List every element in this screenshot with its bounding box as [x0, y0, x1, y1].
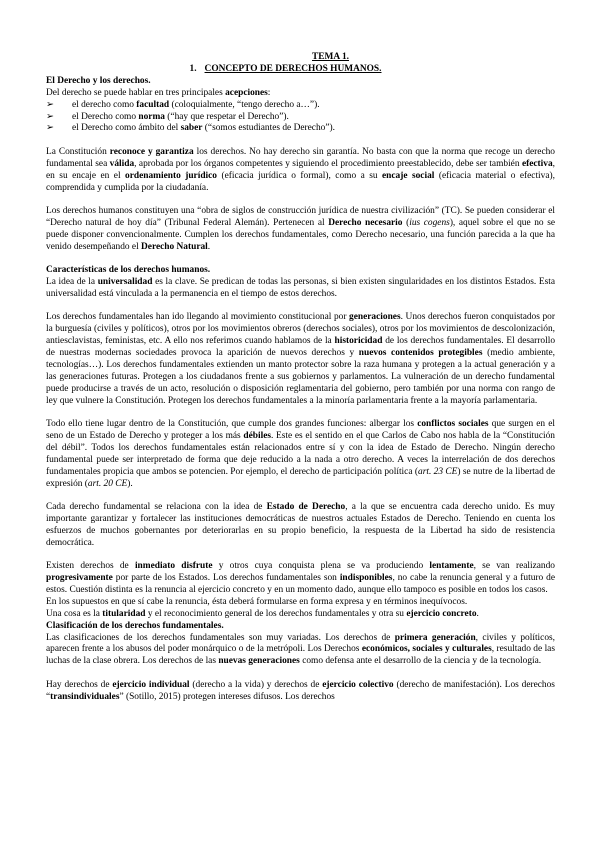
intro-colon: :	[267, 87, 271, 98]
text-run: . Este es el sentido en el que Carlos de Cabo nos habla de la “Constitución del débil”. Todos los derechos fundamentales están relacionados entre sí y con la idea de Estado de Derecho. Ningún derecho fundamental puede ser interpretado de forma que deje reducido a la nada a otro derecho. A veces la interrelación de dos derechos fundamentales propicia que ambos se potencien. Por ejemplo, el derecho de participación política (	[46, 430, 555, 477]
paragraph	[46, 312, 555, 407]
paragraph	[46, 206, 555, 254]
paragraph	[46, 277, 555, 301]
subheading-derecho: El Derecho y los derechos.	[46, 75, 151, 86]
text-run: .	[207, 241, 211, 252]
section-number: 1.	[189, 63, 197, 74]
text-run: Cada derecho fundamental se relaciona con la idea de	[46, 502, 267, 512]
text-run: Los derechos fundamentales han ido llegando al movimiento constitucional por	[46, 312, 350, 323]
bold-text: nuevas generaciones	[218, 656, 300, 667]
text-run: que surgen en el seno de un Estado de Derecho y proteger a los más	[46, 419, 555, 441]
text-run: .	[476, 608, 479, 619]
bullet-text: el Derecho como norma (“hay que respetar el Derecho”).	[72, 111, 289, 122]
bold-text: indisponibles	[339, 573, 393, 584]
text-run: Los derechos humanos constituyen una “obra de siglos de construcción jurídica de nuestra civilización” (TC). Se pueden considerar el “Derecho natural de hoy día” (Tribunal Federal Alemán). Pertenecen al	[46, 205, 555, 228]
text-run: y el reconocimiento general de los derechos fundamentales y otra su	[145, 608, 407, 619]
document-title: TEMA 1.	[312, 52, 349, 62]
text-run: (derecho de manifestación). Los derechos “	[46, 679, 555, 702]
text-run: , no cabe la renuncia general y a futuro de estos. Cuestión distinta es la renuncia al ejercicio concreto y en un momento dado, aunque ello tampoco es posible en todos los casos.	[46, 573, 555, 595]
text-run: La idea de la	[46, 277, 98, 287]
bold-text: lentamente	[429, 561, 474, 572]
bullet-text: el derecho como facultad (coloquialmente, “tengo derecho a…”).	[72, 99, 320, 110]
bullet-arrow-icon: ➢	[46, 123, 54, 134]
bold-text: débiles	[243, 430, 271, 441]
text-run: Hay derechos de	[46, 679, 113, 690]
bold-text: Estado de Derecho	[266, 502, 346, 512]
paragraph: En los supuestos en que sí cabe la renuncia, ésta deberá formularse en forma expresa y en términos inequívocos.	[46, 596, 468, 607]
text-run: de los derechos fundamentales. El desarrollo de nuestras modernas sociedades provoca la aparición de nuevos derechos y	[46, 336, 556, 359]
text-run: ) se nutre de la libertad de expresión (	[46, 466, 555, 489]
paragraph	[46, 502, 555, 550]
bold-text: ordenamiento jurídico	[125, 170, 217, 181]
italic-text: ius cogens	[409, 217, 450, 228]
bold-text: inmediato disfrute	[134, 561, 213, 572]
text-run: (eficacia material o efectiva), comprendida y cumplida por la ciudadanía.	[46, 170, 555, 193]
text-run: Todo ello tiene lugar dentro de la Constitución, que cumple dos grandes funciones: albergar los	[46, 419, 418, 430]
bullet-item	[46, 100, 555, 112]
bold-text: reconoce y garantiza	[109, 146, 194, 157]
paragraph	[46, 561, 555, 597]
bold-text: válida	[109, 158, 135, 169]
text-run: ” (Sotillo, 2015) protegen intereses difusos. Los derechos	[119, 691, 335, 702]
paragraph	[46, 419, 555, 490]
text-run: Existen derechos de	[46, 561, 135, 572]
text-run: y otros cuya conquista plena se va produciendo	[212, 561, 430, 572]
section-heading	[190, 64, 382, 74]
bullet-arrow-icon: ➢	[46, 111, 54, 122]
bullet-item	[46, 123, 555, 135]
text-run: La Constitución	[46, 146, 110, 157]
text-run: es la clave. Se predican de todas las personas, si bien existen singularidades en los distintos Estados. Esta universalidad está vinculada a la permanencia en el tiempo de estos derechos.	[46, 277, 555, 299]
intro-line	[46, 88, 555, 100]
text-run: Las clasificaciones de los derechos fundamentales son muy variadas. Los derechos de	[46, 632, 395, 643]
italic-text: art. 20 CE	[87, 478, 128, 489]
text-run: (medio ambiente, tecnologías…). Los derechos fundamentales extienden un manto protector sobre la raza humana y protegen a la actual generación y a las generaciones futuras. Protegen a los ciudadanos frente a sus gobiernos y parlamentos. La vulneración de un derecho fundamental puede producirse a través de un acto, resolución o disposición reglamentaria del gobierno, pero también por una norma con rango de ley que vulnere la Constitución. Protegen los derechos fundamentales a la minoría parlamentaria frente a la mayoría parlamentaria.	[46, 348, 555, 406]
subheading-clasificacion: Clasificación de los derechos fundamentales.	[46, 620, 224, 631]
text-run: los derechos. No hay derecho sin garantía. No basta con que la norma que recoge un derecho fundamental sea	[46, 146, 555, 169]
paragraph	[46, 680, 555, 704]
bold-text: historicidad	[334, 336, 383, 347]
paragraph	[46, 633, 555, 669]
text-run: , en su encaje en el	[46, 158, 556, 181]
bold-text: económicos, sociales y culturales	[361, 644, 492, 655]
bold-text: universalidad	[97, 277, 153, 287]
text-run: , resultado de las luchas de la clase obrera. Los derechos de las	[46, 644, 555, 667]
bold-text: conflictos sociales	[417, 419, 489, 430]
text-run: , civiles y políticos, aparecen frente a los abusos del poder monárquico o de la metrópoli. Los Derechos	[46, 632, 555, 655]
document-title-row	[46, 52, 555, 64]
text-run: como defensa ante el desarrollo de la ciencia y de la tecnología.	[299, 656, 542, 667]
paragraph	[46, 609, 555, 621]
text-run: , aprobada por los órganos competentes y siguiendo el procedimiento preestablecido, debe ser también	[134, 158, 522, 169]
subheading-caracteristicas: Características de los derechos humanos.	[46, 265, 211, 276]
paragraph	[46, 147, 555, 195]
bold-text: ejercicio concreto	[406, 608, 477, 619]
text-run: ), aquel sobre el que no se puede disponer convencionalmente. Cumplen los derechos fundamentales, como Derecho necesario, una función parecida a la que ha venido desempeñando el	[46, 217, 556, 252]
bold-text: efectiva	[521, 158, 553, 169]
bold-text: progresivamente	[46, 573, 113, 584]
italic-text: art. 23 CE	[418, 466, 458, 477]
bold-text: Derecho necesario	[328, 217, 403, 228]
bold-text: Derecho Natural	[141, 241, 208, 252]
bold-text: generaciones	[349, 312, 401, 323]
text-run: ).	[127, 478, 133, 489]
text-run: Una cosa es la	[46, 608, 103, 619]
section-heading-text: CONCEPTO DE DERECHOS HUMANOS.	[204, 63, 382, 74]
bold-text: titularidad	[102, 608, 146, 619]
text-run: , a la que se encuentra cada derecho unido. Es muy importante garantizar y fortalecer las instituciones democráticas de nuestros actuales Estados de Derecho. Teniendo en cuenta los esfuerzos de muchos gobernantes por deteriorarlas en su propio beneficio, la respuesta de la Libertad ha sido de resistencia democrática.	[46, 502, 555, 548]
intro-bold: acepciones	[225, 87, 268, 98]
bullet-text: el Derecho como ámbito del saber (“somos estudiantes de Derecho”).	[72, 123, 335, 134]
bold-text: transindividuales	[50, 691, 120, 702]
intro-text: Del derecho se puede hablar en tres principales	[46, 87, 226, 98]
text-run: (	[402, 217, 410, 228]
text-run: (derecho a la vida) y derechos de	[189, 679, 323, 690]
text-run: . Unos derechos fueron conquistados por la burguesía (civiles y políticos), otros por los movimientos obreros (derechos sociales), otros por los movimientos de descolonización, antiesclavistas, feministas, etc. A ello nos referimos cuando hablamos de la	[46, 312, 555, 347]
bold-text: encaje social	[382, 170, 435, 181]
bold-text: ejercicio colectivo	[322, 679, 394, 690]
text-run: por parte de los Estados. Los derechos fundamentales son	[112, 573, 340, 584]
text-run: , se van realizando	[473, 561, 555, 572]
bold-text: ejercicio individual	[112, 679, 190, 690]
bold-text: nuevos contenidos protegibles	[358, 348, 483, 359]
text-run: (eficacia jurídica o formal), como a su	[216, 170, 382, 181]
bullet-item	[46, 112, 555, 124]
bold-text: primera generación	[394, 632, 476, 643]
bullet-arrow-icon: ➢	[46, 99, 54, 110]
section-heading-row	[16, 64, 555, 76]
